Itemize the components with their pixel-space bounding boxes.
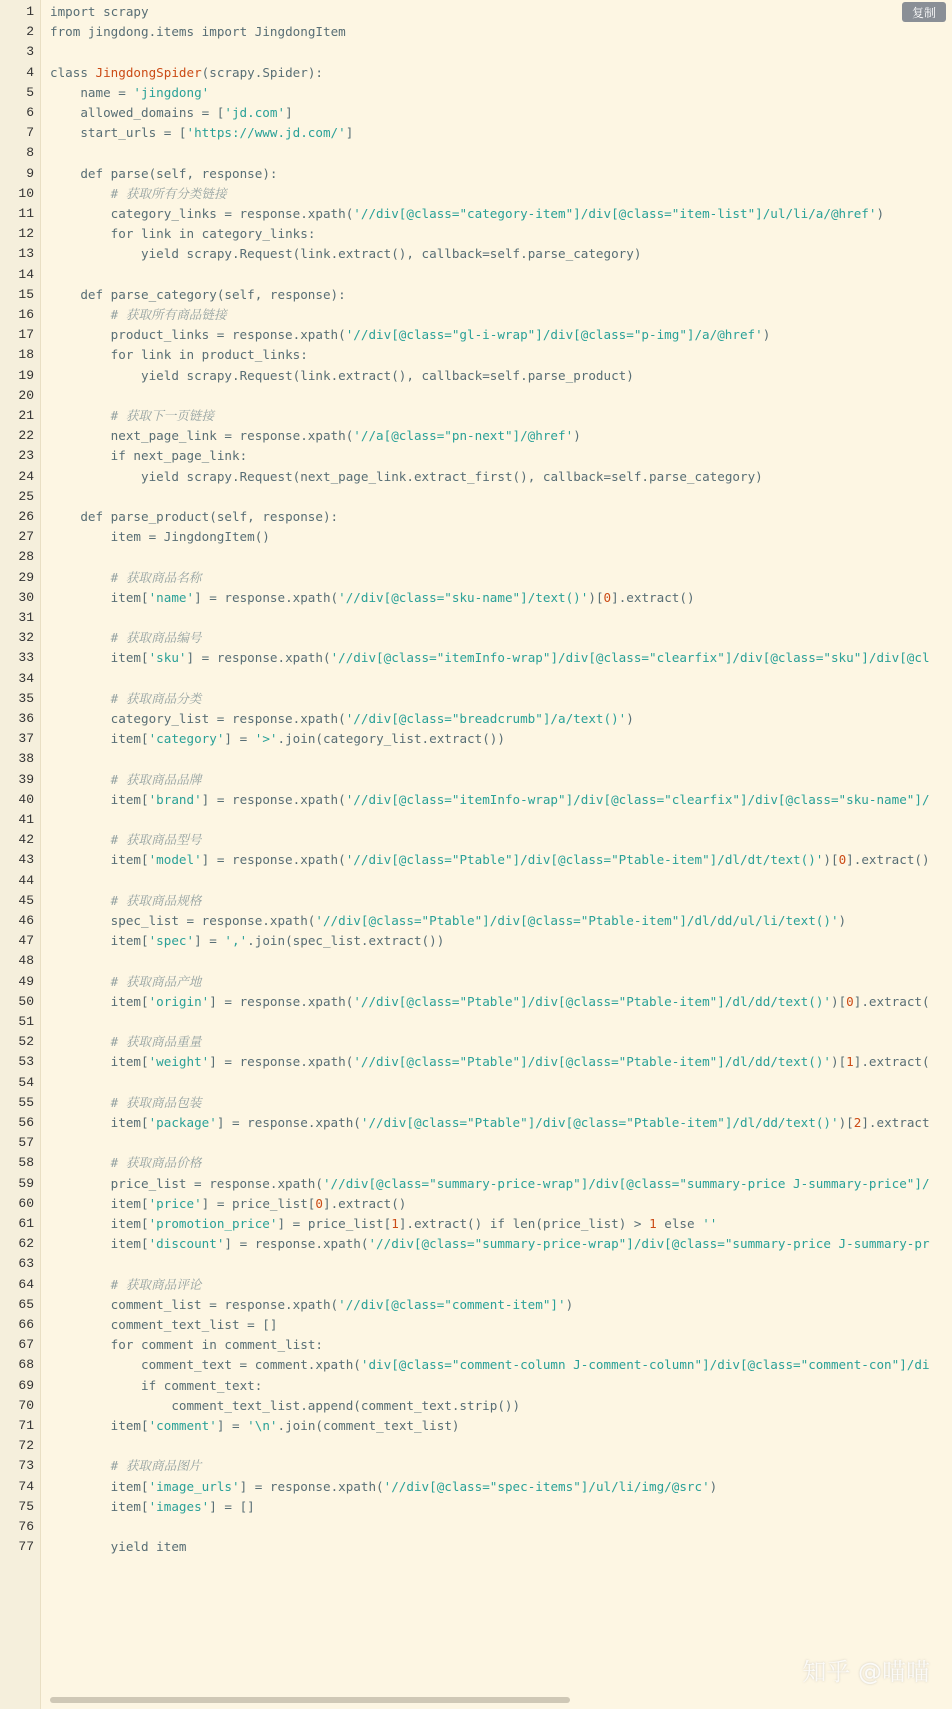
code-line xyxy=(0,1011,952,1033)
code-line xyxy=(0,1516,952,1538)
code-text: # 获取商品包装 xyxy=(110,1094,202,1110)
code-line xyxy=(0,21,952,43)
line-number: 77 xyxy=(18,1539,34,1555)
code-line xyxy=(0,1072,952,1094)
code-text: item['origin'] = response.xpath('//div[@class="Ptable"]/div[@class="Ptable-item"]/dl/dd/text()')[0].extract( xyxy=(50,993,930,1009)
line-number: 47 xyxy=(18,933,34,949)
code-text: from jingdong.items import JingdongItem xyxy=(50,24,346,40)
code-text: yield scrapy.Request(link.extract(), callback=self.parse_product) xyxy=(141,367,634,383)
line-number: 49 xyxy=(18,973,34,989)
line-number: 2 xyxy=(26,24,34,40)
code-line xyxy=(0,142,952,164)
code-line xyxy=(0,1132,952,1154)
line-number: 72 xyxy=(18,1438,34,1454)
code-line xyxy=(0,1375,952,1397)
code-text: # 获取商品价格 xyxy=(110,1155,202,1171)
code-text: item['weight'] = response.xpath('//div[@class="Ptable"]/div[@class="Ptable-item"]/dl/dd/text()')[1].extract( xyxy=(50,1054,930,1070)
code-text: import scrapy xyxy=(50,4,149,19)
code-line xyxy=(0,445,952,467)
line-number: 12 xyxy=(18,226,34,242)
code-text: name = 'jingdong' xyxy=(50,84,210,100)
code-line xyxy=(0,1435,952,1457)
code-line xyxy=(0,324,952,346)
code-line xyxy=(0,748,952,770)
line-number: 11 xyxy=(18,206,34,221)
line-number: 59 xyxy=(18,1175,34,1191)
code-text: comment_text_list.append(comment_text.strip()) xyxy=(50,1397,521,1413)
code-line xyxy=(0,991,952,1013)
line-number: 8 xyxy=(26,145,34,161)
code-text: item['package'] = response.xpath('//div[@class="Ptable"]/div[@class="Ptable-item"]/dl/dd/text()')[2].extract xyxy=(50,1115,930,1130)
line-number: 76 xyxy=(18,1519,34,1534)
line-number: 31 xyxy=(18,610,34,625)
code-text: # 获取商品名称 xyxy=(110,569,202,585)
line-number: 20 xyxy=(18,387,34,403)
line-number: 6 xyxy=(26,105,34,120)
code-line xyxy=(0,688,952,710)
code-text: next_page_link = response.xpath('//a[@class="pn-next"]/@href') xyxy=(50,428,581,444)
line-number: 54 xyxy=(18,1074,34,1090)
code-line xyxy=(0,1233,952,1255)
code-line xyxy=(0,163,952,185)
line-number: 35 xyxy=(18,690,34,706)
line-number: 74 xyxy=(18,1478,34,1494)
line-number: 38 xyxy=(18,751,34,767)
code-line xyxy=(0,829,952,851)
line-number: 28 xyxy=(18,549,34,565)
line-number: 15 xyxy=(18,286,34,302)
code-line xyxy=(0,607,952,629)
code-line xyxy=(0,62,952,84)
line-number: 40 xyxy=(18,791,34,807)
line-number: 64 xyxy=(18,1276,34,1292)
code-line xyxy=(0,1193,952,1215)
code-line xyxy=(0,1253,952,1275)
line-number: 3 xyxy=(26,44,34,60)
line-number: 60 xyxy=(18,1195,34,1211)
code-line xyxy=(0,1334,952,1356)
code-text: item['comment'] = '\n'.join(comment_text_list) xyxy=(50,1418,460,1433)
code-line xyxy=(0,41,952,63)
horizontal-scrollbar[interactable] xyxy=(50,1697,570,1703)
code-line xyxy=(0,890,952,912)
line-number: 34 xyxy=(18,670,34,686)
code-line xyxy=(0,506,952,528)
code-text: item['image_urls'] = response.xpath('//div[@class="spec-items"]/ul/li/img/@src') xyxy=(50,1478,718,1494)
code-line xyxy=(0,567,952,589)
line-number: 18 xyxy=(18,347,34,363)
code-text: comment_text = comment.xpath('div[@class="comment-column J-comment-column"]/div[@class="comment-con"]/di xyxy=(50,1357,930,1373)
code-line xyxy=(0,1496,952,1518)
line-number: 71 xyxy=(18,1418,34,1433)
code-text: item['brand'] = response.xpath('//div[@class="itemInfo-wrap"]/div[@class="clearfix"]/div[@class="sku-name"]/ xyxy=(50,791,930,807)
code-text: category_list = response.xpath('//div[@class="breadcrumb"]/a/text()') xyxy=(50,711,634,726)
code-text: item['category'] = '>'.join(category_list.extract()) xyxy=(50,731,505,747)
code-line xyxy=(0,708,952,730)
line-number: 14 xyxy=(18,266,34,282)
code-line xyxy=(0,1415,952,1437)
code-line xyxy=(0,910,952,932)
code-text: start_urls = ['https://www.jd.com/'] xyxy=(50,125,354,141)
code-line xyxy=(0,223,952,245)
code-line xyxy=(0,1354,952,1376)
code-text: for comment in comment_list: xyxy=(110,1337,323,1353)
line-number: 50 xyxy=(18,993,34,1009)
code-line xyxy=(0,769,952,791)
line-number: 24 xyxy=(18,468,34,484)
code-text: # 获取商品重量 xyxy=(110,1034,202,1050)
code-text: item['discount'] = response.xpath('//div[@class="summary-price-wrap"]/div[@class="summary-price J-summary-pr xyxy=(50,1236,930,1252)
code-line xyxy=(0,203,952,225)
line-number: 27 xyxy=(18,529,34,545)
code-text: if comment_text: xyxy=(141,1377,263,1393)
code-line xyxy=(0,1294,952,1316)
code-line xyxy=(0,405,952,427)
code-text: def parse_category(self, response): xyxy=(80,286,346,302)
line-number: 56 xyxy=(18,1115,34,1130)
line-number: 4 xyxy=(26,64,34,80)
line-number: 44 xyxy=(18,872,34,888)
code-text: category_links = response.xpath('//div[@class="category-item"]/div[@class="item-list"]/ul/li/a/@href') xyxy=(50,206,885,221)
code-line xyxy=(0,264,952,286)
line-number: 30 xyxy=(18,589,34,605)
code-text: item['spec'] = ','.join(spec_list.extract()) xyxy=(50,933,445,949)
code-text: item['price'] = price_list[0].extract() xyxy=(50,1195,407,1211)
code-line xyxy=(0,1274,952,1296)
code-line xyxy=(0,647,952,669)
code-text: # 获取商品图片 xyxy=(110,1458,202,1474)
code-text: # 获取商品分类 xyxy=(110,690,202,706)
code-text: # 获取所有分类链接 xyxy=(110,185,227,201)
code-line xyxy=(0,102,952,124)
code-text: item['images'] = [] xyxy=(50,1498,255,1514)
code-line xyxy=(0,587,952,609)
code-line xyxy=(0,930,952,952)
line-number: 69 xyxy=(18,1377,34,1393)
code-line xyxy=(0,1,952,23)
code-text: def parse(self, response): xyxy=(80,165,278,181)
line-number: 32 xyxy=(18,630,34,646)
line-number: 13 xyxy=(18,246,34,262)
code-line xyxy=(0,1051,952,1073)
code-line xyxy=(0,728,952,750)
code-line xyxy=(0,668,952,690)
code-line xyxy=(0,971,952,993)
line-number: 42 xyxy=(18,832,34,848)
code-text: item['sku'] = response.xpath('//div[@class="itemInfo-wrap"]/div[@class="clearfix"]/div[@class="sku"]/div[@cl xyxy=(50,650,930,666)
line-number: 7 xyxy=(26,125,34,141)
code-line xyxy=(0,344,952,366)
code-line xyxy=(0,627,952,649)
line-number: 21 xyxy=(18,408,34,423)
code-line xyxy=(0,1173,952,1195)
code-text: yield item xyxy=(110,1539,187,1555)
line-number: 23 xyxy=(18,448,34,464)
code-text: item = JingdongItem() xyxy=(50,529,270,545)
code-text: def parse_product(self, response): xyxy=(80,509,339,524)
code-text: # 获取商品品牌 xyxy=(110,771,202,787)
line-number: 57 xyxy=(18,1135,34,1151)
line-number: 53 xyxy=(18,1054,34,1070)
code-line xyxy=(0,243,952,265)
line-number: 10 xyxy=(18,185,34,201)
line-number: 26 xyxy=(18,509,34,524)
code-text: # 获取下一页链接 xyxy=(110,408,214,423)
line-number: 33 xyxy=(18,650,34,666)
line-number: 22 xyxy=(18,428,34,444)
code-line xyxy=(0,385,952,407)
code-text: item['name'] = response.xpath('//div[@class="sku-name"]/text()')[0].extract() xyxy=(50,589,695,605)
line-number: 36 xyxy=(18,711,34,726)
code-line xyxy=(0,526,952,548)
code-line xyxy=(0,1213,952,1235)
line-number: 58 xyxy=(18,1155,34,1171)
line-number: 43 xyxy=(18,852,34,868)
code-text: for link in category_links: xyxy=(110,226,316,242)
code-text: # 获取商品产地 xyxy=(110,973,202,989)
code-text: # 获取商品编号 xyxy=(110,630,202,646)
code-text: comment_text_list = [] xyxy=(50,1317,278,1332)
code-line xyxy=(0,486,952,508)
code-text: spec_list = response.xpath('//div[@class="Ptable"]/div[@class="Ptable-item"]/dl/dd/ul/li/text()') xyxy=(50,913,847,928)
code-text: yield scrapy.Request(next_page_link.extract_first(), callback=self.parse_category) xyxy=(141,468,763,484)
code-line xyxy=(0,1476,952,1498)
code-line xyxy=(0,183,952,205)
code-line xyxy=(0,1455,952,1477)
code-line xyxy=(0,122,952,144)
line-number: 62 xyxy=(18,1236,34,1252)
line-number: 67 xyxy=(18,1337,34,1353)
line-number: 5 xyxy=(26,84,34,100)
line-number: 63 xyxy=(18,1256,34,1272)
code-line xyxy=(0,789,952,811)
code-text: allowed_domains = ['jd.com'] xyxy=(50,105,293,120)
watermark: 知乎 @喵喵 xyxy=(802,1658,930,1686)
code-line xyxy=(0,1031,952,1053)
line-number: 1 xyxy=(26,4,34,19)
line-number: 61 xyxy=(18,1216,34,1231)
code-line xyxy=(0,1112,952,1134)
code-line xyxy=(0,870,952,892)
line-number: 70 xyxy=(18,1397,34,1413)
code-line xyxy=(0,1092,952,1114)
code-text: item['promotion_price'] = price_list[1].extract() if len(price_list) > 1 else '' xyxy=(50,1216,718,1231)
code-text: product_links = response.xpath('//div[@class="gl-i-wrap"]/div[@class="p-img"]/a/@href') xyxy=(50,327,771,343)
code-text: # 获取商品型号 xyxy=(110,832,202,848)
line-number: 41 xyxy=(18,812,34,827)
code-line xyxy=(0,304,952,326)
code-line xyxy=(0,365,952,387)
line-number: 16 xyxy=(18,307,34,322)
line-number: 19 xyxy=(18,367,34,383)
code-line xyxy=(0,1314,952,1336)
copy-button[interactable]: 复制 xyxy=(902,2,946,22)
code-text: # 获取商品规格 xyxy=(110,892,202,908)
code-line xyxy=(0,849,952,871)
code-line xyxy=(0,546,952,568)
line-number: 45 xyxy=(18,892,34,908)
code-line xyxy=(0,950,952,972)
code-line xyxy=(0,1152,952,1174)
line-number: 39 xyxy=(18,771,34,787)
code-text: # 获取所有商品链接 xyxy=(110,307,227,322)
code-text: yield scrapy.Request(link.extract(), callback=self.parse_category) xyxy=(141,246,642,262)
code-line xyxy=(0,1395,952,1417)
code-line xyxy=(0,466,952,488)
code-line xyxy=(0,809,952,831)
code-text: if next_page_link: xyxy=(110,448,248,464)
line-number: 52 xyxy=(18,1034,34,1050)
line-number: 37 xyxy=(18,731,34,747)
code-text: class JingdongSpider(scrapy.Spider): xyxy=(50,64,323,80)
line-number: 25 xyxy=(18,488,34,504)
line-number: 29 xyxy=(18,569,34,585)
line-number: 51 xyxy=(18,1014,34,1029)
line-number: 9 xyxy=(26,165,34,181)
line-number: 66 xyxy=(18,1317,34,1332)
code-line xyxy=(0,284,952,306)
line-number: 68 xyxy=(18,1357,34,1373)
line-number: 55 xyxy=(18,1094,34,1110)
code-text: for link in product_links: xyxy=(110,347,308,363)
line-number: 75 xyxy=(18,1498,34,1514)
line-number: 17 xyxy=(18,327,34,343)
code-text: comment_list = response.xpath('//div[@class="comment-item"]') xyxy=(50,1296,574,1312)
code-line xyxy=(0,82,952,104)
code-line xyxy=(0,1536,952,1558)
code-text: # 获取商品评论 xyxy=(110,1276,202,1292)
line-number: 48 xyxy=(18,953,34,969)
code-text: item['model'] = response.xpath('//div[@class="Ptable"]/div[@class="Ptable-item"]/dl/dt/text()')[0].extract() xyxy=(50,852,930,868)
code-line xyxy=(0,425,952,447)
line-number: 65 xyxy=(18,1296,34,1312)
code-text: price_list = response.xpath('//div[@class="summary-price-wrap"]/div[@class="summary-price J-summary-price"]/ xyxy=(50,1175,930,1191)
line-number: 73 xyxy=(18,1458,34,1474)
line-number: 46 xyxy=(18,913,34,928)
